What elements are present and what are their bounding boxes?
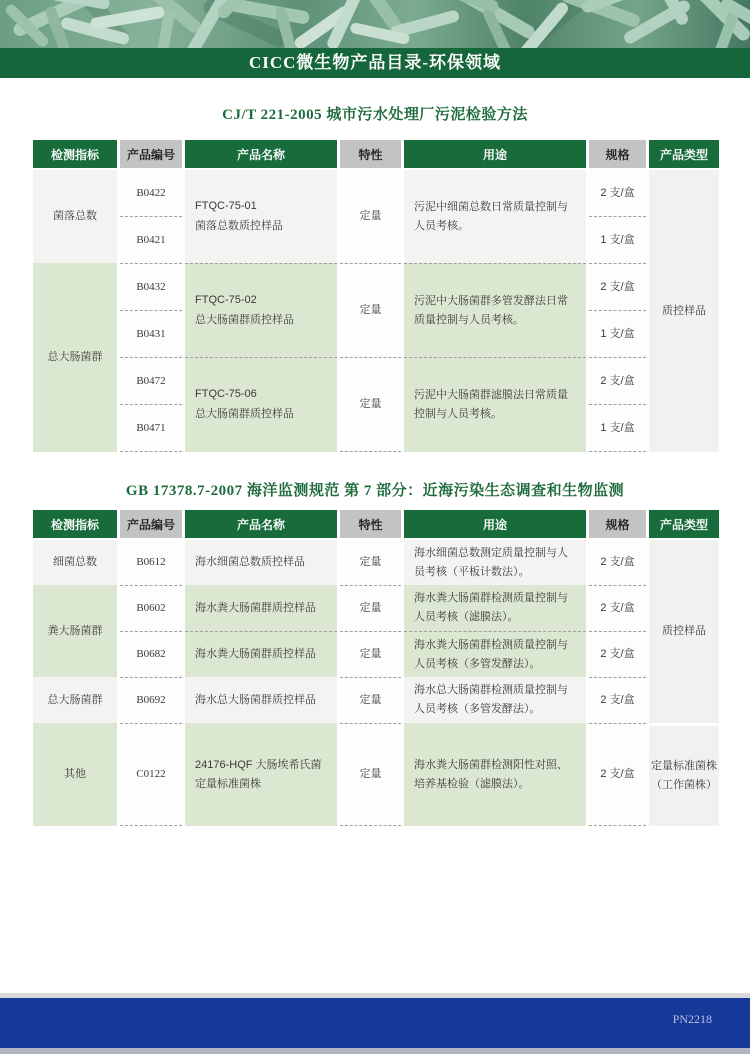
cell-code: B0682 [120,631,182,677]
cell-feature: 定量 [340,170,401,263]
cell-feature: 定量 [340,585,401,631]
cell-indicator: 细菌总数 [33,540,117,585]
cell-use: 海水粪大肠菌群检测质量控制与人员考核（多管发酵法）。 [404,631,586,677]
table-row [33,263,719,310]
cell-spec: 2 支/盒 [589,677,646,723]
cell-code: B0431 [120,310,182,357]
cell-indicator: 其他 [33,723,117,826]
column-header-feature: 特性 [340,140,401,170]
section2-title: GB 17378.7-2007 海洋监测规范 第 7 部分：近海污染生态调查和生物监测 [125,483,625,499]
bacteria-micrograph-image [0,0,750,48]
cell-feature: 定量 [340,723,401,826]
column-header-indicator: 检测指标 [33,140,117,170]
banner-title: CICC微生物产品目录-环保领域 [248,53,502,72]
cell-spec: 2 支/盒 [589,263,646,310]
cell-product-type: 定量标准菌株（工作菌株） [649,723,719,826]
cell-product-type: 质控样品 [649,540,719,723]
cell-use: 海水粪大肠菌群检测质量控制与人员考核（滤膜法）。 [404,585,586,631]
cell-indicator: 总大肠菌群 [33,263,117,452]
cell-code: B0432 [120,263,182,310]
cell-spec: 2 支/盒 [589,357,646,404]
cell-code: B0692 [120,677,182,723]
cell-product-name [185,357,337,452]
cell-use: 海水总大肠菌群检测质量控制与人员考核（多管发酵法）。 [404,677,586,723]
cell-code: B0471 [120,404,182,452]
cell-code: B0612 [120,540,182,585]
table-row [33,540,719,585]
cell-spec: 2 支/盒 [589,585,646,631]
cell-code: B0422 [120,170,182,216]
column-header-spec: 规格 [589,510,646,540]
column-header-type: 产品类型 [649,510,719,540]
product-code-line: FTQC-75-01 [195,199,257,212]
cell-product-type: 质控样品 [649,170,719,452]
table-row [33,723,719,826]
cell-product-name [185,170,337,263]
column-header-feature: 特性 [340,510,401,540]
cell-use: 污泥中细菌总数日常质量控制与人员考核。 [404,170,586,263]
table-sludge-methods [30,140,722,452]
cell-spec: 2 支/盒 [589,723,646,826]
cell-use: 海水细菌总数测定质量控制与人员考核（平板计数法）。 [404,540,586,585]
column-header-use: 用途 [404,140,586,170]
cell-code: B0472 [120,357,182,404]
page-banner [0,48,750,78]
column-header-spec: 规格 [589,140,646,170]
footer-bottom-strip [0,1048,750,1054]
column-header-code: 产品编号 [120,140,182,170]
table-row [33,357,719,404]
cell-product-name [185,263,337,357]
column-header-use: 用途 [404,510,586,540]
table-row [33,631,719,677]
cell-code: C0122 [120,723,182,826]
cell-code: B0602 [120,585,182,631]
column-header-type: 产品类型 [649,140,719,170]
footer-page-code: PN2218 [672,1012,712,1026]
column-header-name: 产品名称 [185,140,337,170]
cell-feature: 定量 [340,677,401,723]
cell-indicator: 菌落总数 [33,170,117,263]
table-header-row [33,140,719,170]
cell-spec: 1 支/盒 [589,404,646,452]
cell-feature: 定量 [340,540,401,585]
cell-feature: 定量 [340,263,401,357]
cell-spec: 1 支/盒 [589,216,646,263]
table-row [33,677,719,723]
cell-spec: 1 支/盒 [589,310,646,357]
cell-spec: 2 支/盒 [589,540,646,585]
cell-spec: 2 支/盒 [589,631,646,677]
cell-indicator: 粪大肠菌群 [33,585,117,677]
cell-product-name: 24176-HQF 大肠埃希氏菌定量标准菌株 [185,723,337,826]
product-name-line: 总大肠菌群质控样品 [195,408,294,420]
cell-use: 污泥中大肠菌群滤膜法日常质量控制与人员考核。 [404,357,586,452]
table-header-row [33,510,719,540]
cell-indicator: 总大肠菌群 [33,677,117,723]
cell-use: 海水粪大肠菌群检测阳性对照、培养基检验（滤膜法）。 [404,723,586,826]
cell-product-name: 海水粪大肠菌群质控样品 [185,585,337,631]
column-header-name: 产品名称 [185,510,337,540]
table-row [33,585,719,631]
cell-product-name: 海水总大肠菌群质控样品 [185,677,337,723]
product-code-line: FTQC-75-02 [195,293,257,306]
section1-title: CJ/T 221-2005 城市污水处理厂污泥检验方法 [222,107,528,123]
footer-bar [0,998,750,1048]
cell-code: B0421 [120,216,182,263]
product-code-line: FTQC-75-06 [195,388,257,401]
column-header-code: 产品编号 [120,510,182,540]
cell-product-name: 海水细菌总数质控样品 [185,540,337,585]
cell-use: 污泥中大肠菌群多管发酵法日常质量控制与人员考核。 [404,263,586,357]
table-row [33,170,719,216]
cell-feature: 定量 [340,631,401,677]
cell-product-name: 海水粪大肠菌群质控样品 [185,631,337,677]
product-name-line: 总大肠菌群质控样品 [195,313,294,326]
cell-spec: 2 支/盒 [589,170,646,216]
product-name-line: 菌落总数质控样品 [195,219,283,232]
column-header-indicator: 检测指标 [33,510,117,540]
table-marine-monitoring [30,510,722,826]
cell-feature: 定量 [340,357,401,452]
